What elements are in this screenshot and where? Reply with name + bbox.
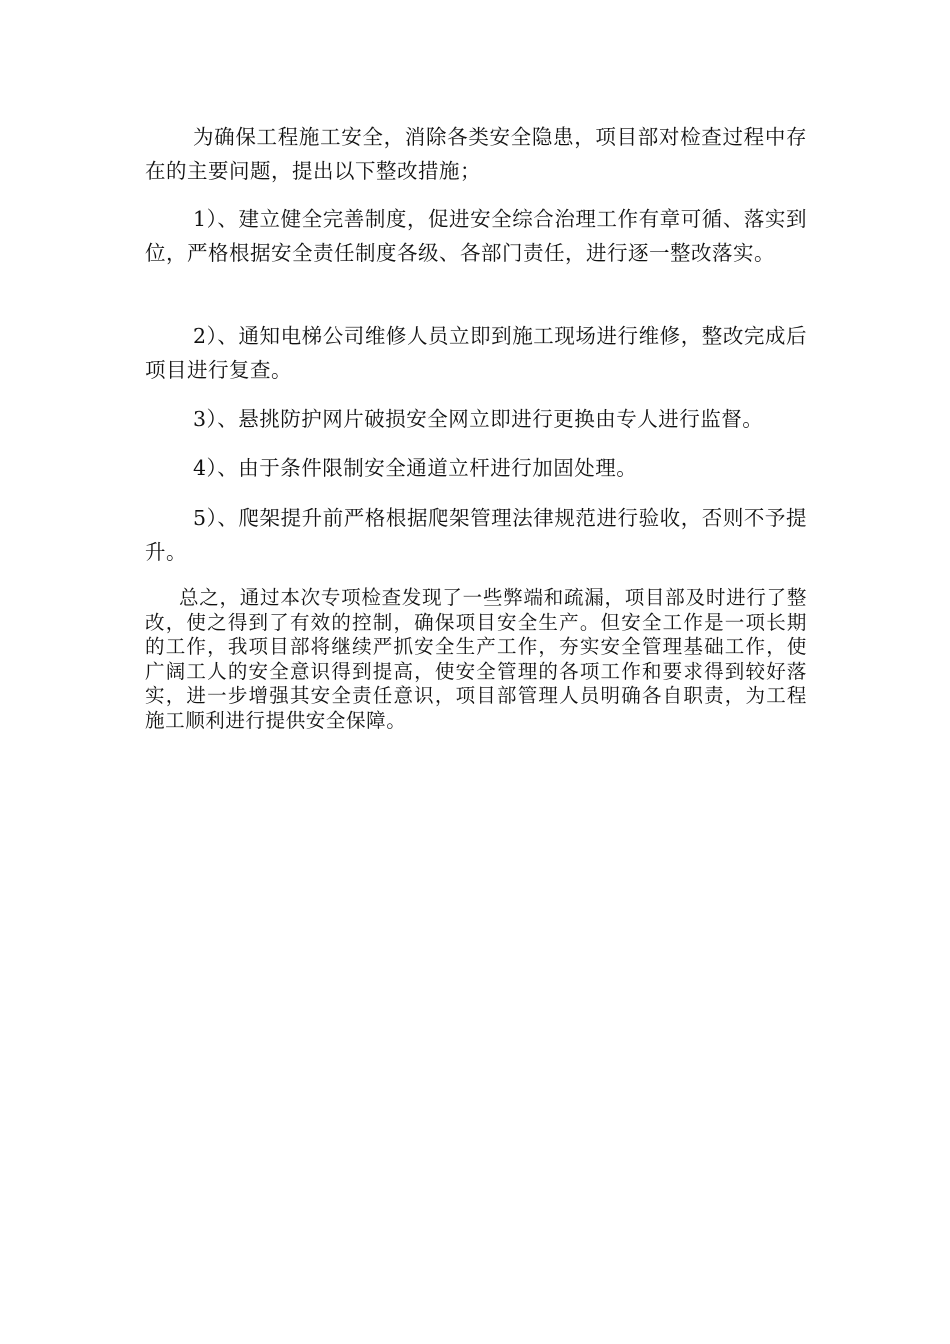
measure-item-1: 1）、建立健全完善制度，促进安全综合治理工作有章可循、落实到位，严格根据安全责任制度各级、各部门责任，进行逐一整改落实。: [145, 207, 807, 265]
measure-item-2: 2）、通知电梯公司维修人员立即到施工现场进行维修，整改完成后项目进行复查。: [145, 324, 807, 382]
measure-item-4: 4）、由于条件限制安全通道立杆进行加固处理。: [193, 456, 638, 480]
document-page: [145, 0, 807, 1344]
summary-paragraph: 总之，通过本次专项检查发现了一些弊端和疏漏，项目部及时进行了整改，使之得到了有效的控制，确保项目安全生产。但安全工作是一项长期的工作，我项目部将继续严抓安全生产工作，夯实安全管理基础工作，使广阔工人的安全意识得到提高，使安全管理的各项工作和要求得到较好落实，进一步增强其安全责任意识，项目部管理人员明确各自职责，为工程施工顺利进行提供安全保障。: [145, 586, 807, 732]
measure-item-5: 5）、爬架提升前严格根据爬架管理法律规范进行验收，否则不予提升。: [145, 506, 807, 564]
measure-item-3: 3）、悬挑防护网片破损安全网立即进行更换由专人进行监督。: [193, 407, 764, 431]
intro-paragraph: 为确保工程施工安全，消除各类安全隐患，项目部对检查过程中存在的主要问题，提出以下整改措施；: [145, 125, 807, 183]
